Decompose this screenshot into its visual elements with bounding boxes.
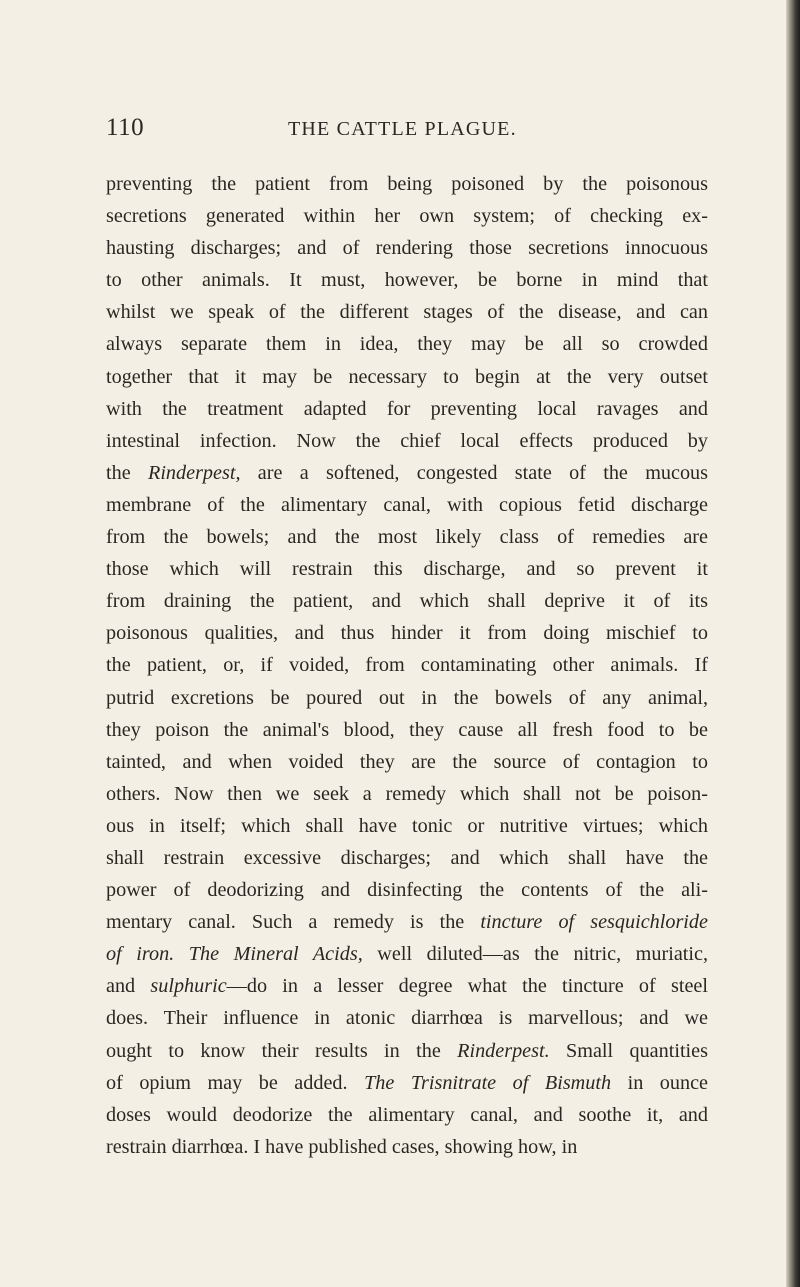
text-segment: membrane of the alimentary canal, with copious fetid discharge <box>106 493 708 516</box>
text-line <box>106 264 708 296</box>
text-line <box>106 714 708 746</box>
text-segment: to other animals. It must, however, be borne in mind that <box>106 269 708 292</box>
text-line <box>106 938 708 970</box>
text-segment: whilst we speak of the different stages of the disease, and can <box>106 301 708 324</box>
text-line <box>106 296 708 328</box>
text-segment: Small quantities <box>549 1039 708 1062</box>
text-line <box>106 232 708 264</box>
page-number: 110 <box>106 114 145 141</box>
text-segment: secretions generated within her own system; of checking ex- <box>106 205 708 228</box>
text-segment: those which will restrain this discharge, and so prevent it <box>106 558 708 581</box>
text-segment: together that it may be necessary to begin at the very outset <box>106 365 708 388</box>
text-line <box>106 1067 708 1099</box>
text-line <box>106 393 708 425</box>
text-line <box>106 682 708 714</box>
text-segment: they poison the animal's blood, they cause all fresh food to be <box>106 718 708 741</box>
italic-term: The Trisnitrate of Bismuth <box>364 1071 612 1094</box>
text-segment: power of deodorizing and disinfecting the contents of the ali- <box>106 879 708 902</box>
text-line <box>106 585 708 617</box>
text-line <box>106 874 708 906</box>
text-line <box>106 328 708 360</box>
text-line <box>106 1002 708 1034</box>
text-segment: poisonous qualities, and thus hinder it from doing mischief to <box>106 622 708 645</box>
text-line <box>106 1099 708 1131</box>
text-segment: from draining the patient, and which shall deprive it of its <box>106 590 708 613</box>
body-text <box>106 168 708 1163</box>
text-segment: the <box>106 461 148 484</box>
book-spine-shadow <box>786 0 800 1287</box>
text-segment: always separate them in idea, they may be all so crowded <box>106 333 708 356</box>
text-segment: putrid excretions be poured out in the bowels of any animal, <box>106 686 708 709</box>
page-header <box>106 114 706 144</box>
text-line <box>106 842 708 874</box>
running-title: THE CATTLE PLAGUE. <box>288 118 517 140</box>
text-segment: preventing the patient from being poisoned by the poisonous <box>106 173 708 195</box>
text-line <box>106 649 708 681</box>
text-segment: does. Their influence in atonic diarrhœa is marvellous; and we <box>106 1007 708 1030</box>
text-line <box>106 810 708 842</box>
text-line <box>106 361 708 393</box>
text-segment: tainted, and when voided they are the source of contagion to <box>106 750 708 773</box>
text-line <box>106 906 708 938</box>
text-segment: of opium may be added. <box>106 1071 365 1094</box>
text-segment: restrain diarrhœa. I have published cases, showing how, in <box>106 1135 578 1158</box>
italic-term: tincture of sesquichloride <box>480 911 708 934</box>
text-segment: mentary canal. Such a remedy is the <box>106 911 481 934</box>
text-segment: others. Now then we seek a remedy which shall not be poison- <box>106 782 708 805</box>
text-segment: ous in itself; which shall have tonic or nutritive virtues; which <box>106 814 708 837</box>
text-segment: are a softened, congested state of the mucous <box>240 461 708 484</box>
text-segment: with the treatment adapted for preventing local ravages and <box>106 397 708 420</box>
italic-term: sulphuric <box>150 975 227 998</box>
text-line <box>106 1035 708 1067</box>
italic-term: of iron. The Mineral Acids, <box>106 943 363 966</box>
text-segment: —do in a lesser degree what the tincture of steel <box>226 975 708 998</box>
text-line <box>106 617 708 649</box>
text-line <box>106 970 708 1002</box>
text-segment: and <box>106 975 151 998</box>
text-line <box>106 200 708 232</box>
text-line <box>106 553 708 585</box>
text-segment: hausting discharges; and of rendering those secretions innocuous <box>106 237 708 260</box>
text-line <box>106 168 708 200</box>
italic-term: Rinderpest. <box>457 1039 550 1062</box>
text-line <box>106 746 708 778</box>
italic-term: Rinderpest, <box>147 461 241 484</box>
text-line <box>106 425 708 457</box>
text-segment: doses would deodorize the alimentary canal, and soothe it, and <box>106 1103 708 1126</box>
text-line <box>106 457 708 489</box>
text-segment: shall restrain excessive discharges; and which shall have the <box>106 846 708 869</box>
text-line <box>106 778 708 810</box>
text-segment: ought to know their results in the <box>106 1039 458 1062</box>
text-line <box>106 1131 708 1163</box>
text-segment: from the bowels; and the most likely class of remedies are <box>106 526 708 549</box>
text-line <box>106 521 708 553</box>
text-segment: the patient, or, if voided, from contaminating other animals. If <box>106 654 708 677</box>
text-segment: intestinal infection. Now the chief local effects produced by <box>106 429 708 452</box>
text-segment: well diluted—as the nitric, muriatic, <box>362 943 708 966</box>
text-segment: in ounce <box>611 1071 709 1094</box>
text-line <box>106 489 708 521</box>
